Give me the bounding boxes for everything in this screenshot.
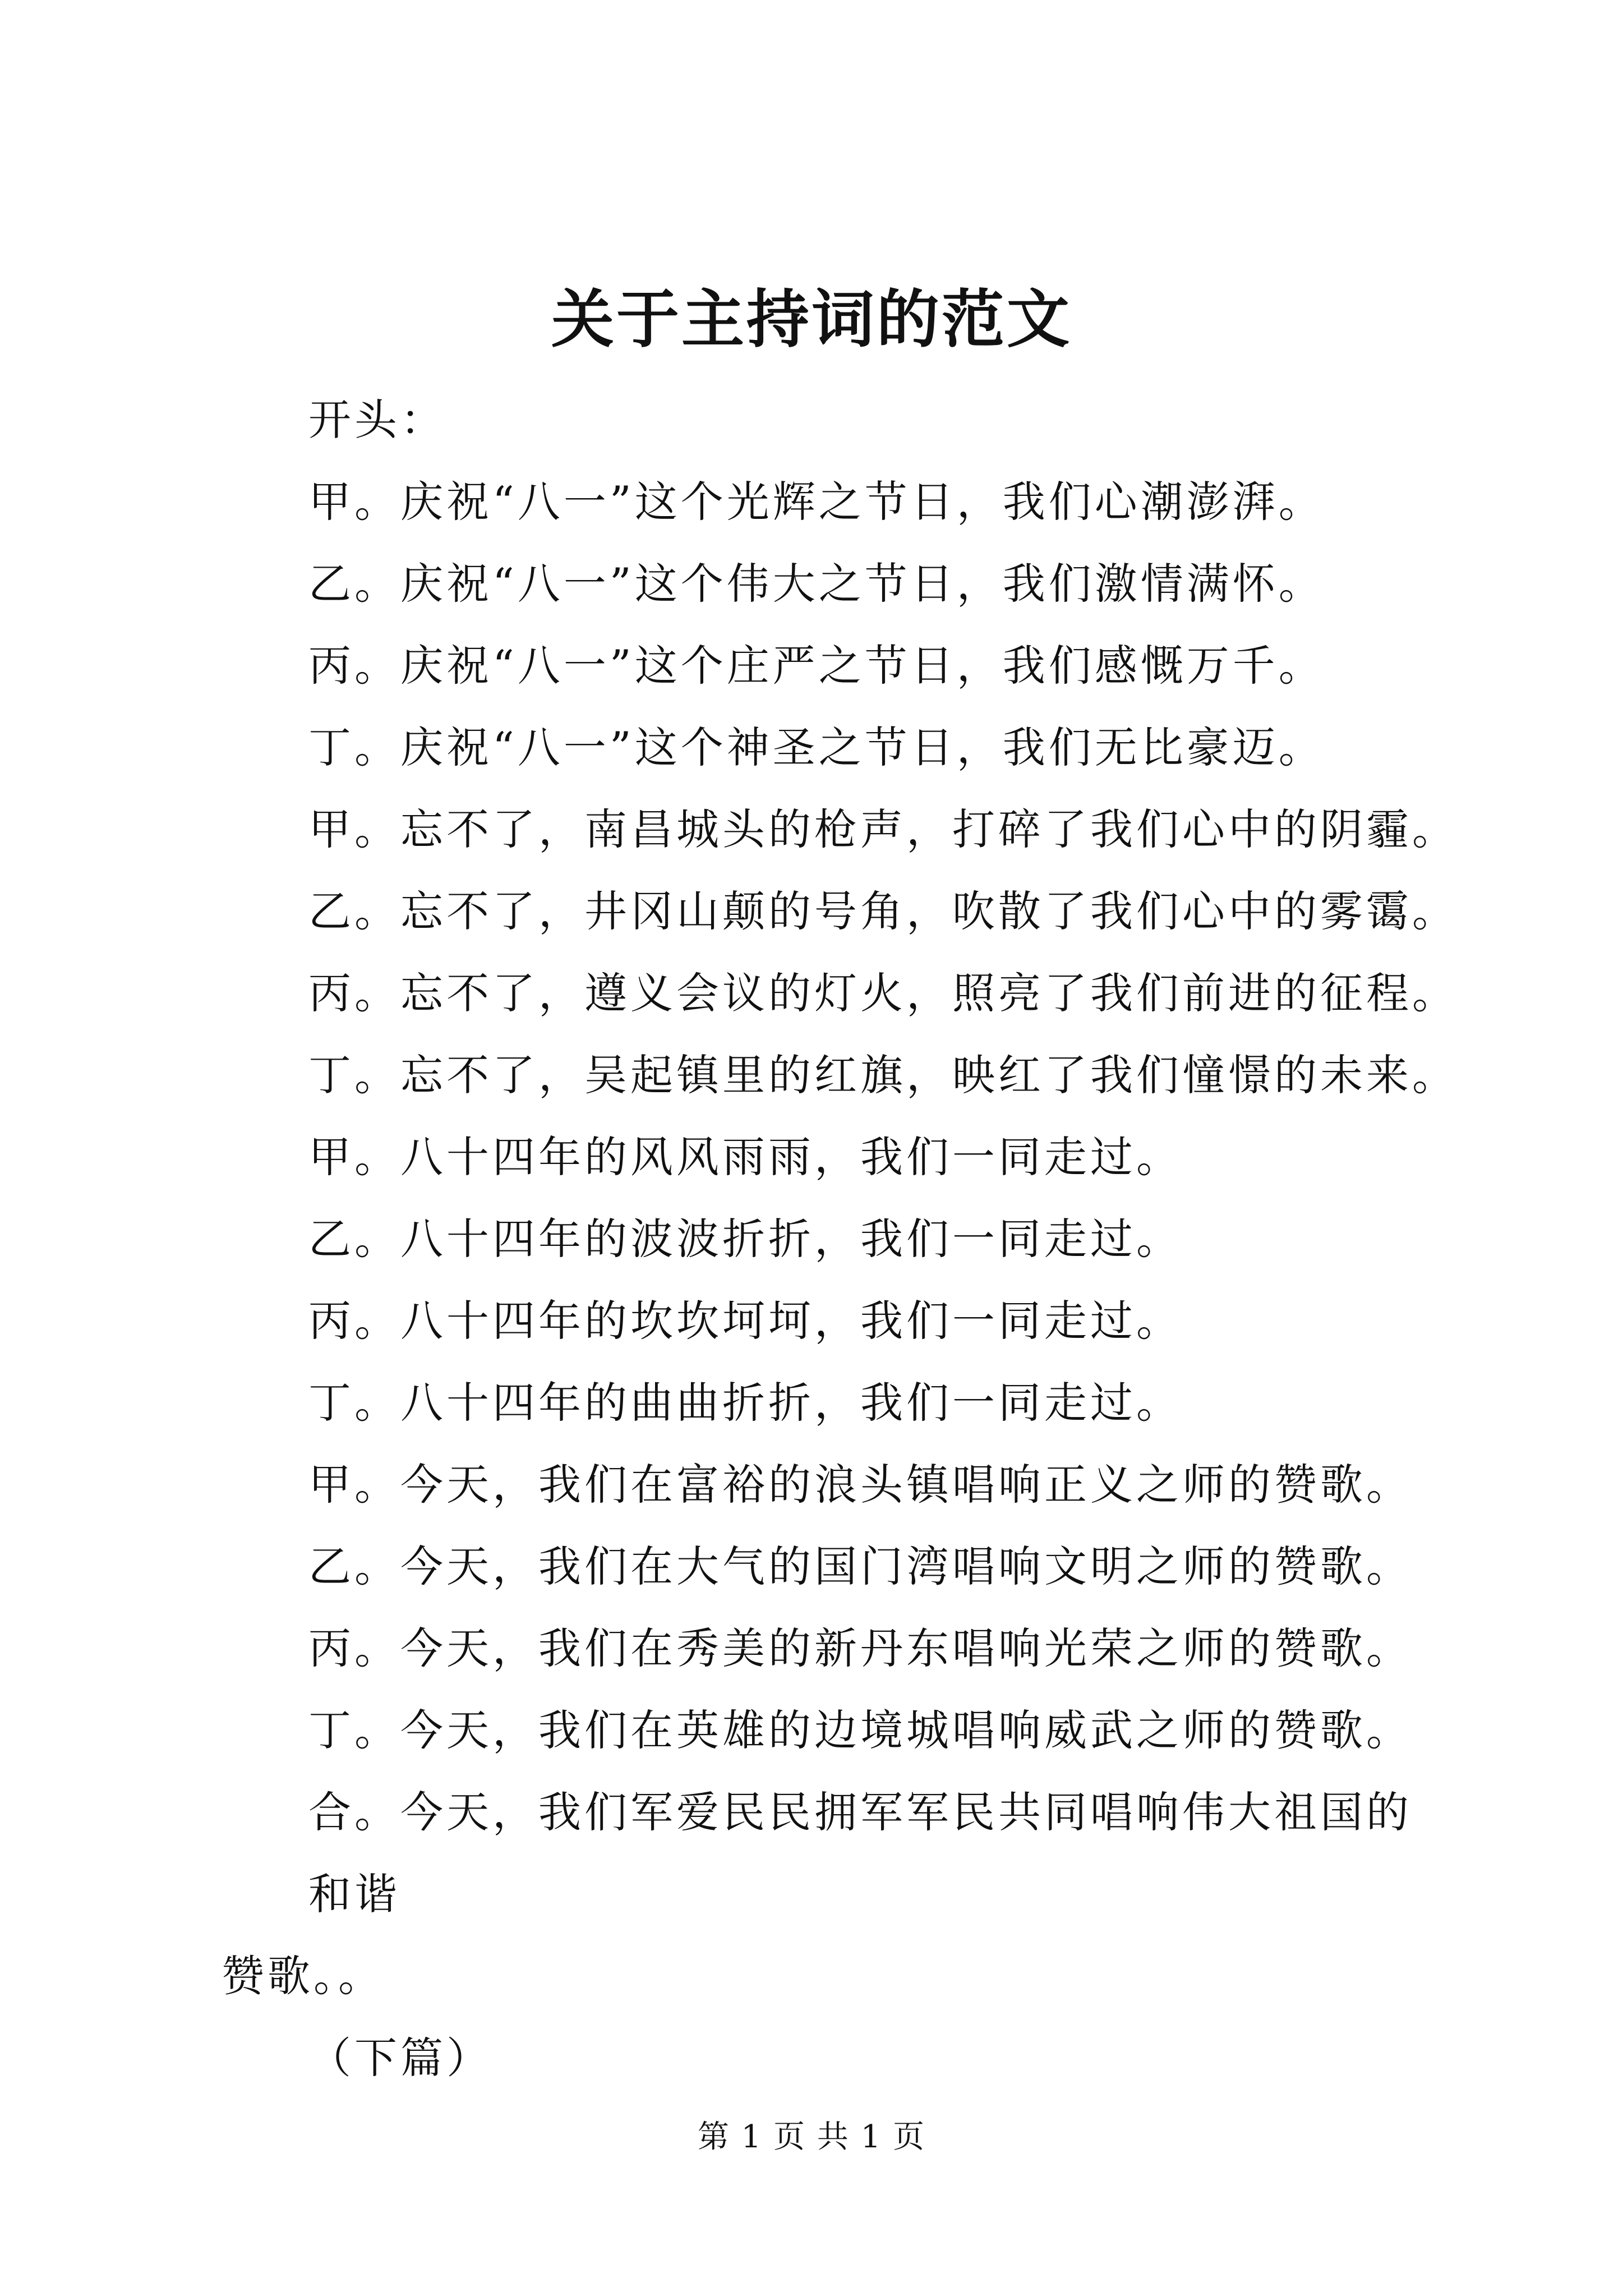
paragraph: 丙。忘不了，遵义会议的灯火，照亮了我们前进的征程。 xyxy=(308,968,1458,1018)
paragraph: 甲。忘不了，南昌城头的枪声，打碎了我们心中的阴霾。 xyxy=(308,804,1458,854)
paragraph: 乙。庆祝“八一”这个伟大之节日，我们激情满怀。 xyxy=(308,559,1325,609)
paragraph: 开头： xyxy=(308,395,446,445)
closing-line-2: 赞歌。。 xyxy=(222,1951,384,2001)
closing-paragraph xyxy=(222,1772,1422,2017)
paragraph: 乙。忘不了，井冈山颠的号角，吹散了我们心中的雾霭。 xyxy=(308,886,1458,936)
paragraph: 丁。今天，我们在英雄的边境城唱响威武之师的赞歌。 xyxy=(308,1705,1412,1755)
paragraph: 丙。今天，我们在秀美的新丹东唱响光荣之师的赞歌。 xyxy=(308,1623,1412,1673)
paragraph: 丁。庆祝“八一”这个神圣之节日，我们无比豪迈。 xyxy=(308,723,1325,772)
page-footer: 第 1 页 共 1 页 xyxy=(697,2119,926,2155)
paragraph: 甲。庆祝“八一”这个光辉之节日，我们心潮澎湃。 xyxy=(308,477,1325,527)
paragraph: 丙。庆祝“八一”这个庄严之节日，我们感慨万千。 xyxy=(308,641,1325,691)
paragraph: 乙。今天，我们在大气的国门湾唱响文明之师的赞歌。 xyxy=(308,1542,1412,1591)
paragraph: 丁。忘不了，吴起镇里的红旗，映红了我们憧憬的未来。 xyxy=(308,1050,1458,1100)
paragraph: 乙。八十四年的波波折折，我们一同走过。 xyxy=(308,1214,1182,1264)
document-body xyxy=(222,379,1458,2099)
sequel-label: （下篇） xyxy=(308,2033,492,2083)
closing-line-1: 合。今天，我们军爱民民拥军军民共同唱响伟大祖国的和谐 xyxy=(308,1787,1412,1919)
paragraph: 丁。八十四年的曲曲折折，我们一同走过。 xyxy=(308,1378,1182,1428)
paragraph: 甲。八十四年的风风雨雨，我们一同走过。 xyxy=(308,1132,1182,1182)
paragraph: 甲。今天，我们在富裕的浪头镇唱响正义之师的赞歌。 xyxy=(308,1460,1412,1510)
paragraph: 丙。八十四年的坎坎坷坷，我们一同走过。 xyxy=(308,1296,1182,1346)
document-title: 关于主持词的范文 xyxy=(551,283,1072,356)
